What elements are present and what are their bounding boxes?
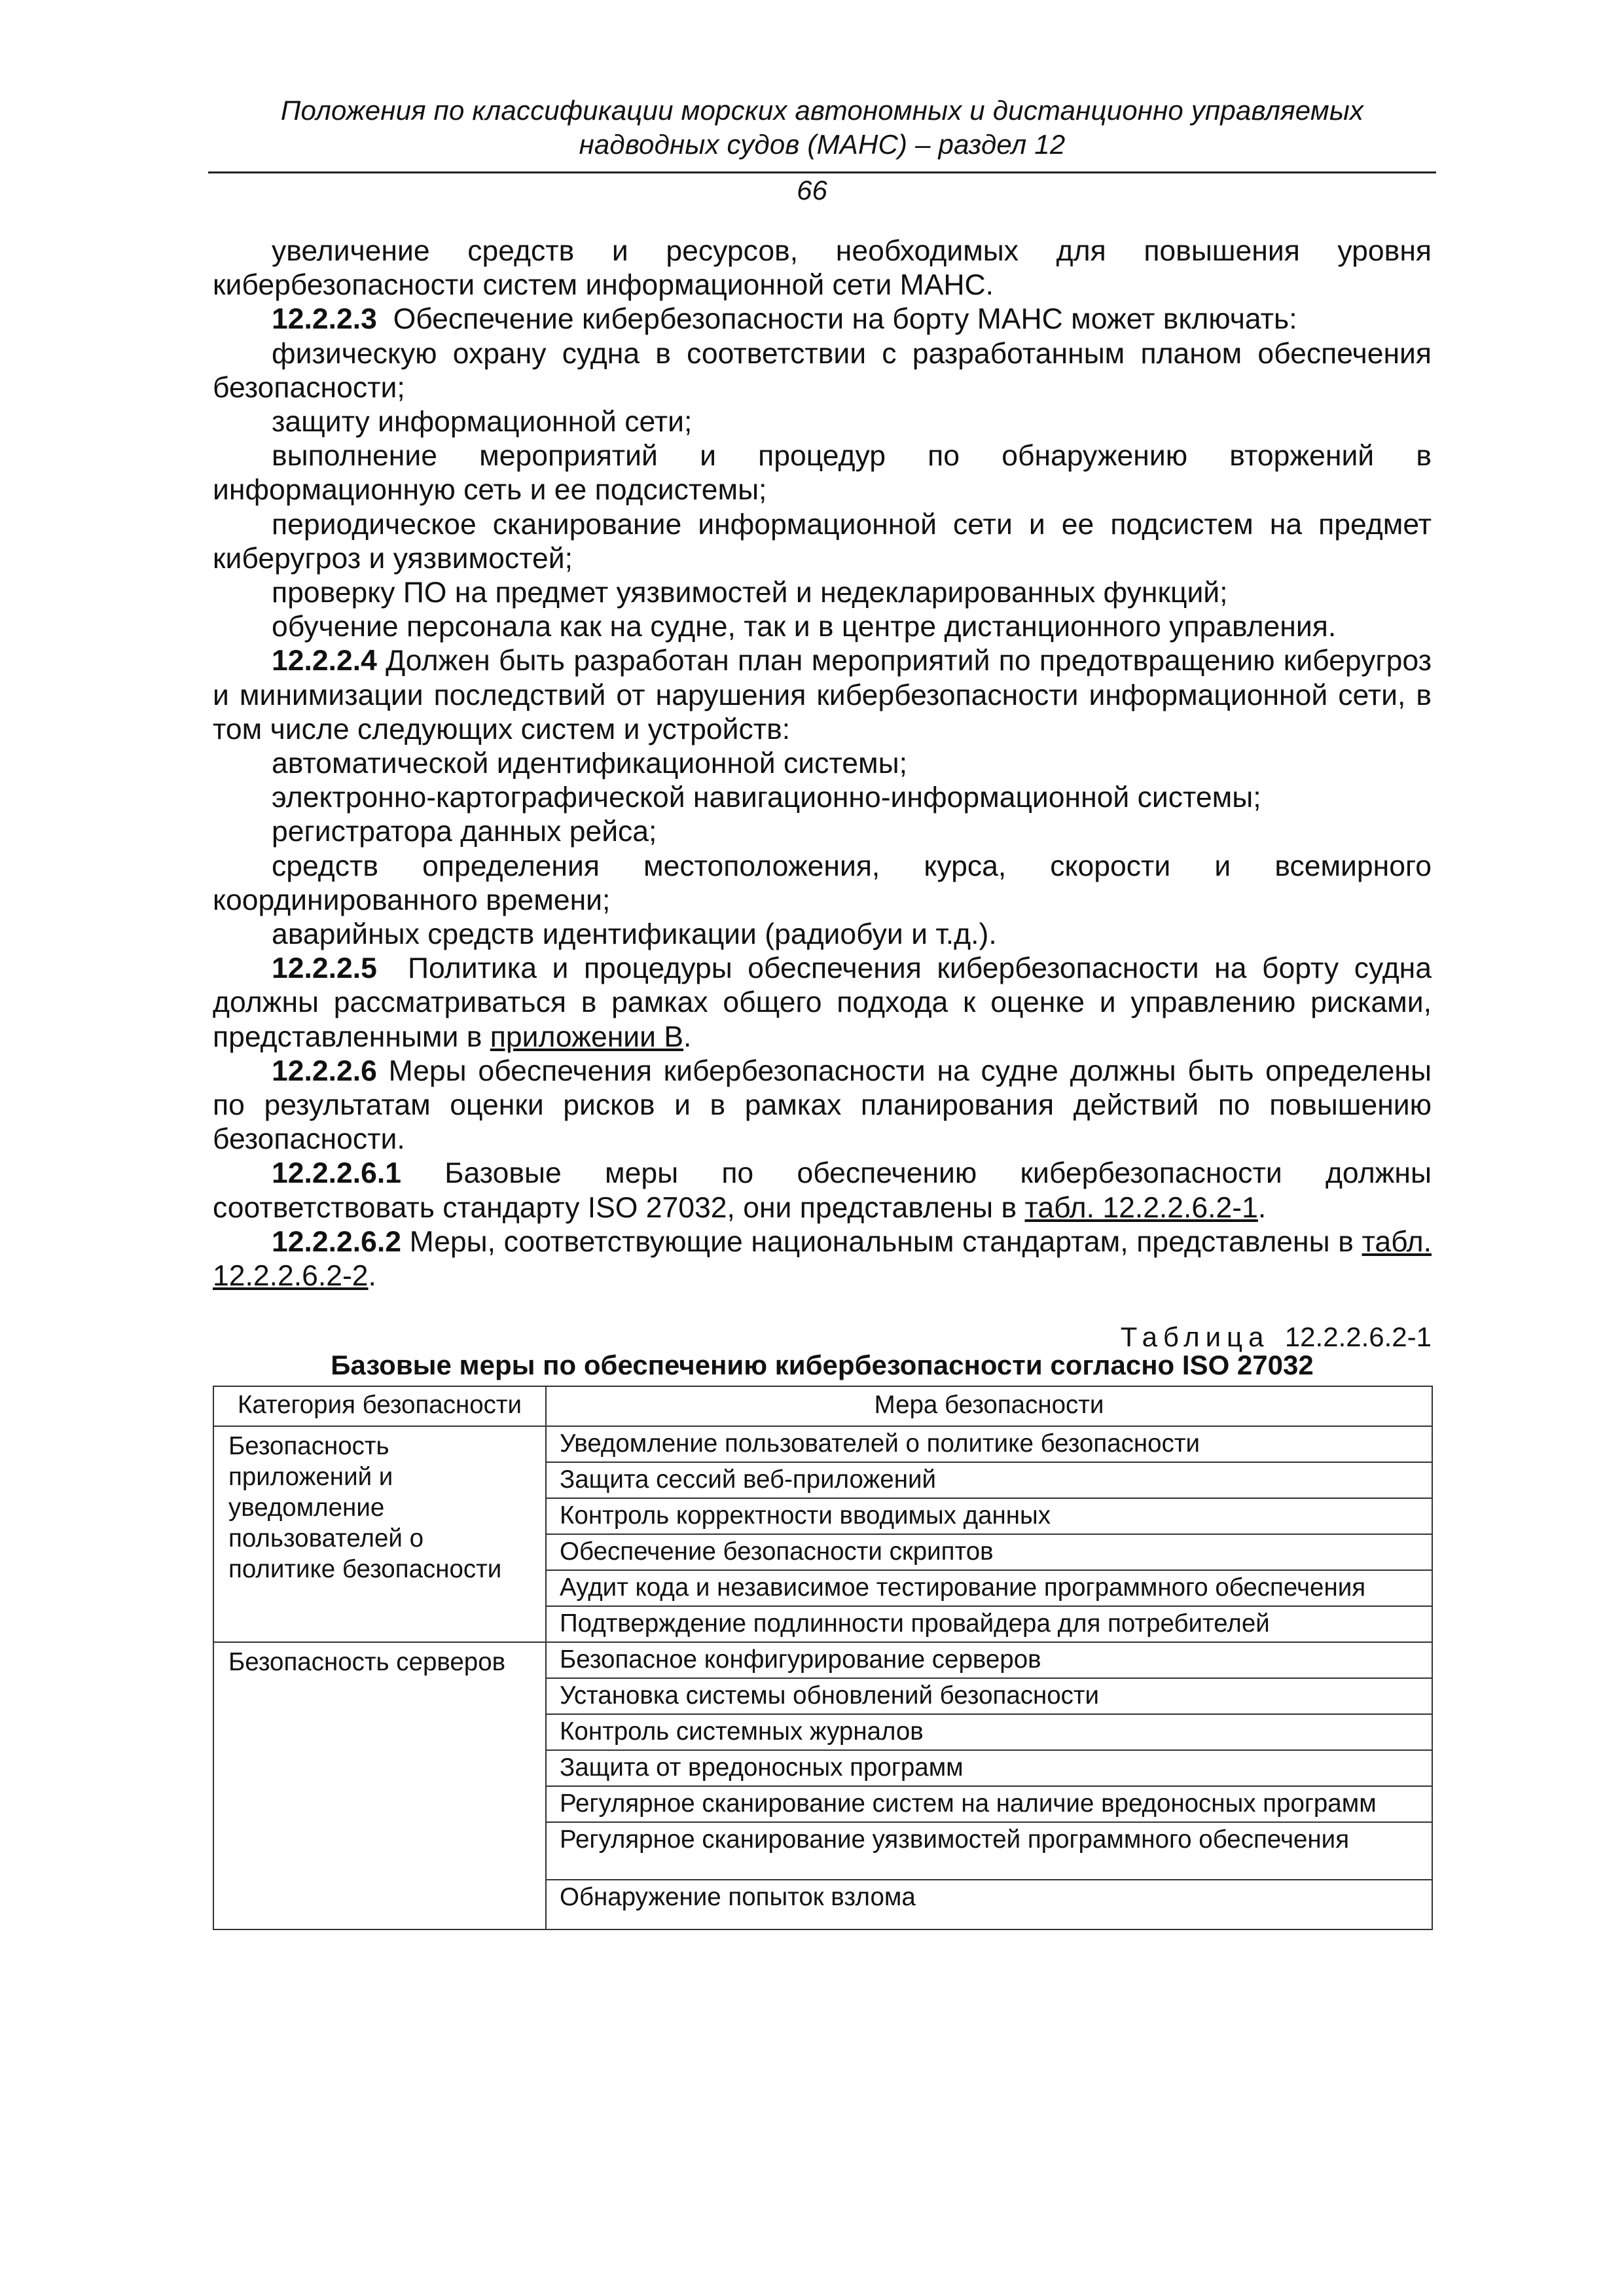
measure-cell: Защита сессий веб-приложений	[546, 1462, 1432, 1498]
section-text: Политика и процедуры обеспечения кибербезопасности на борту судна должны рассматриваться в рамках общего подхода к оценке и управлению рисками, представленными в	[213, 952, 1432, 1053]
security-measures-table	[213, 1386, 1433, 1930]
list-item: защиту информационной сети;	[272, 406, 693, 439]
category-cell: Безопасность приложений и уведомление пользователей о политике безопасности	[213, 1426, 546, 1642]
section-12-2-2-5	[213, 952, 1432, 1054]
table-row	[213, 1642, 1432, 1678]
measure-cell: Уведомление пользователей о политике безопасности	[546, 1426, 1432, 1462]
section-text: Обеспечение кибербезопасности на борту МАНС может включать:	[393, 303, 1297, 336]
measure-cell: Обеспечение безопасности скриптов	[546, 1534, 1432, 1570]
list-item: проверку ПО на предмет уязвимостей и недекларированных функций;	[272, 577, 1228, 609]
measure-cell: Регулярное сканирование уязвимостей программного обеспечения	[546, 1822, 1432, 1880]
appendix-link[interactable]: приложении В	[490, 1020, 684, 1053]
table-number: 12.2.2.6.2-1	[1284, 1321, 1432, 1352]
section-text: Должен быть разработан план мероприятий по предотвращению киберугроз и минимизации последствий от нарушения кибербезопасности информационной сети, в том числе следующих систем и устройств:	[213, 645, 1432, 745]
header-divider	[208, 171, 1436, 173]
category-cell: Безопасность серверов	[213, 1642, 546, 1929]
section-number: 12.2.2.6.2	[272, 1225, 401, 1258]
section-12-2-2-6-1	[213, 1157, 1432, 1225]
section-number: 12.2.2.6.1	[272, 1157, 401, 1190]
measure-cell: Обнаружение попыток взлома	[546, 1880, 1432, 1929]
document-body	[213, 234, 1432, 1293]
measure-cell: Подтверждение подлинности провайдера для потребителей	[546, 1606, 1432, 1642]
section-12-2-2-4	[213, 644, 1432, 747]
measure-cell: Установка системы обновлений безопасности	[546, 1678, 1432, 1714]
table-title: Базовые меры по обеспечению кибербезопасности согласно ISO 27032	[331, 1350, 1314, 1380]
header-title-line-1: Положения по классификации морских автономных и дистанционно управляемых	[280, 95, 1364, 126]
section-12-2-2-6	[213, 1054, 1432, 1157]
page-number: 66	[797, 175, 827, 206]
table-row	[213, 1426, 1432, 1462]
list-item: автоматической идентификационной системы;	[272, 747, 907, 780]
table-link[interactable]: табл. 12.2.2.6.2-1	[1024, 1191, 1258, 1224]
section-text: Базовые меры по обеспечению кибербезопасности должны соответствовать стандарту ISO 27032, они представлены в	[213, 1157, 1432, 1224]
measure-cell: Контроль системных журналов	[546, 1714, 1432, 1750]
section-number: 12.2.2.6	[272, 1054, 377, 1087]
section-text: Меры, соответствующие национальным стандартам, представлены в	[409, 1225, 1354, 1258]
measure-cell: Безопасное конфигурирование серверов	[546, 1642, 1432, 1678]
measure-cell: Контроль корректности вводимых данных	[546, 1498, 1432, 1534]
list-item: электронно-картографической навигационно-информационной системы;	[272, 781, 1261, 814]
list-item: обучение персонала как на судне, так и в центре дистанционного управления.	[272, 611, 1337, 643]
section-12-2-2-6-2	[213, 1225, 1432, 1293]
list-item: выполнение мероприятий и процедур по обнаружению вторжений в информационную сеть и ее подсистемы;	[213, 440, 1432, 507]
column-header-category: Категория безопасности	[213, 1386, 546, 1426]
list-item: средств определения местоположения, курса, скорости и всемирного координированного времени;	[213, 850, 1432, 916]
section-number: 12.2.2.3	[272, 303, 377, 336]
table-header-row	[213, 1386, 1432, 1426]
table-label: Таблица	[1120, 1321, 1270, 1352]
table-link[interactable]: табл. 12.2.2.6.2-2	[213, 1225, 1432, 1293]
sentence-end: .	[683, 1020, 692, 1053]
list-item: физическую охрану судна в соответствии с разработанным планом обеспечения безопасности;	[213, 337, 1432, 404]
measure-cell: Регулярное сканирование систем на наличие вредоносных программ	[546, 1786, 1432, 1822]
list-item: аварийных средств идентификации (радиобуи и т.д.).	[272, 918, 997, 951]
header-title-line-2: надводных судов (МАНС) – раздел 12	[579, 129, 1066, 160]
list-item: периодическое сканирование информационной сети и ее подсистем на предмет киберугроз и уязвимостей;	[213, 508, 1432, 575]
column-header-measure: Мера безопасности	[546, 1386, 1432, 1426]
section-12-2-2-3	[213, 302, 1432, 336]
section-number: 12.2.2.4	[272, 645, 377, 677]
sentence-end: .	[368, 1260, 376, 1293]
paragraph: увеличение средств и ресурсов, необходимых для повышения уровня кибербезопасности систем информационной сети МАНС.	[213, 235, 1432, 302]
list-item: регистратора данных рейса;	[272, 816, 657, 848]
measure-cell: Защита от вредоносных программ	[546, 1750, 1432, 1786]
table-caption	[213, 1320, 1432, 1382]
section-number: 12.2.2.5	[272, 952, 377, 985]
page-header	[213, 94, 1432, 162]
measure-cell: Аудит кода и независимое тестирование программного обеспечения	[546, 1570, 1432, 1606]
section-text: Меры обеспечения кибербезопасности на судне должны быть определены по результатам оценки рисков и в рамках планирования действий по повышению безопасности.	[213, 1054, 1432, 1156]
sentence-end: .	[1257, 1191, 1267, 1224]
